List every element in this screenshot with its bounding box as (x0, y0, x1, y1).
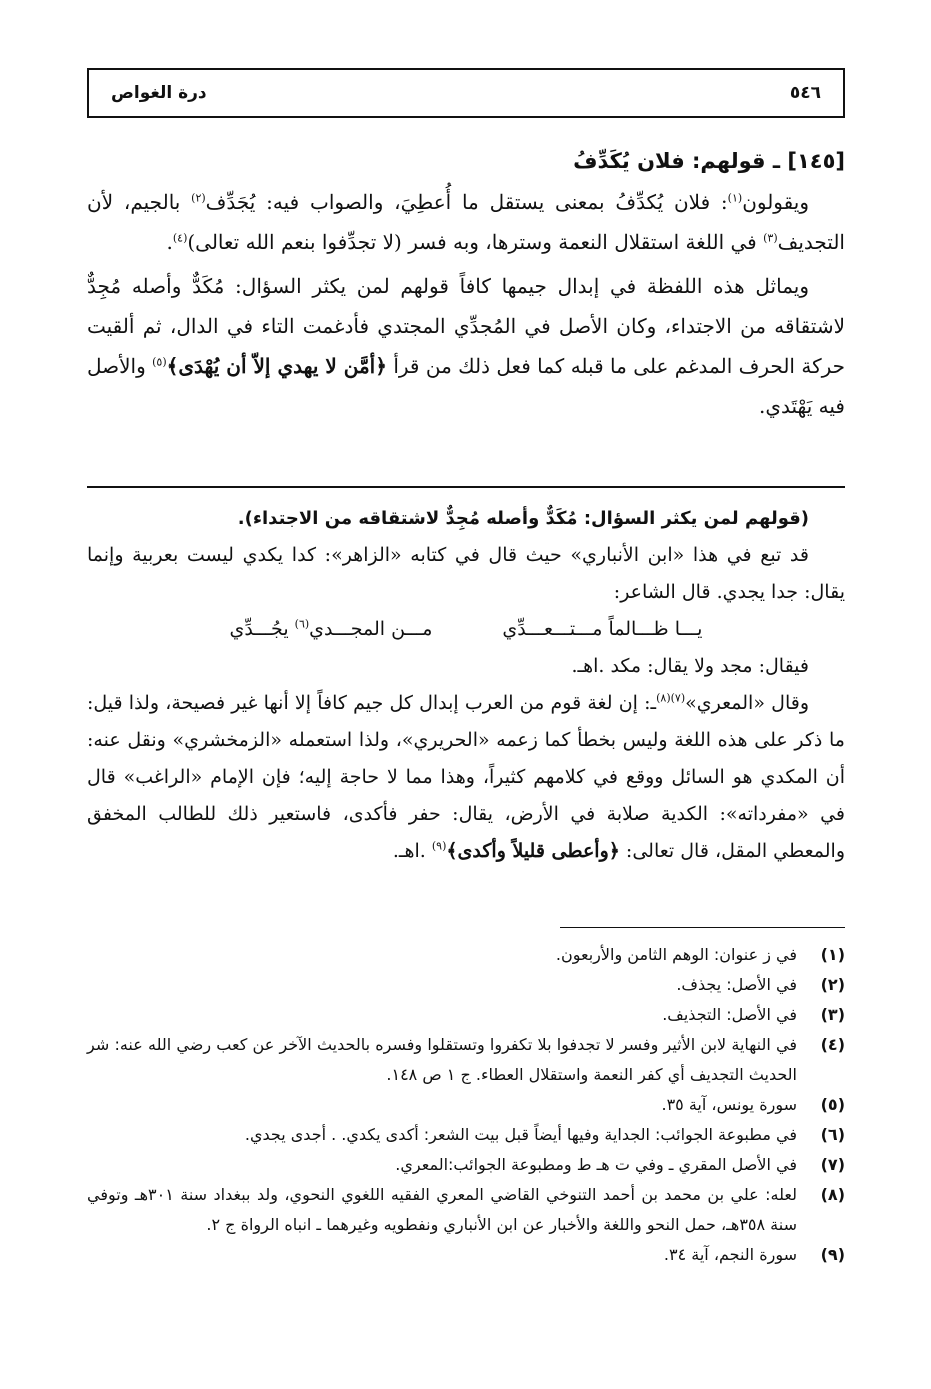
paragraph-1 (87, 182, 845, 262)
p1-text-b: : فلان يُكدِّفُ بمعنى يستقل ما أُعطِيَ، والصواب فيه: يُجَدِّف (205, 190, 728, 214)
separator-rule (87, 486, 845, 488)
footnote-ref: (٦) (294, 617, 310, 631)
commentary-paragraph-1: قد تبع في هذا «ابن الأنباري» حيث قال في كتابه «الزاهر»: كدا يكدي ليست بعربية وإنما يقال: جدا يجدي. قال الشاعر: (87, 544, 845, 603)
p3-text-a: وقال «المعري» (685, 692, 809, 714)
p3-text-b: ـ: إن لغة قوم من العرب إبدال كل جيم كافاً إلا أنها غير فصيحة، ولذا قيل: ما ذكر على هذه اللغة وليس بخطأ كما زعمه «الحريري»، ولذا استعمله «الزمخشري» ونقل عنه: أن المكدي هو السائل ووقع في كلامهم كثيراً، وهذا مما لا حاجة إليه؛ فإن الإمام «الراغب» قال في «مفرداته»: الكدية صلابة في الأرض، يقال: حفر فأكدى، فاستعير ذلك للطالب المخفق والمعطي المقل، قال تعالى: (87, 692, 845, 862)
footnote-number: (٢) (820, 975, 845, 994)
footnote-text: في النهاية لابن الأثير وفسر لا تجدفوا بلا تكفروا وتستقلوا وفسره بالحديث الآخر عن كعب رضي الله عنه: شر الحديث التجديف أي كفر النعمة واستقلال العطاء. ج ١ ص ١٤٨. (87, 1035, 797, 1084)
footnote-ref: (٥) (152, 355, 167, 369)
p2-text-b: والأصل فيه يَهْتَدي. (87, 354, 845, 418)
footnote-number: (٩) (820, 1245, 845, 1264)
footnote-number: (٨) (820, 1185, 845, 1204)
footnote (87, 1150, 845, 1180)
p1-text-c: بالجيم، لأن التجديف (87, 190, 845, 254)
main-text (87, 140, 845, 426)
footnote (87, 1180, 845, 1240)
footnote-text: سورة النجم، آية ٣٤. (663, 1245, 797, 1264)
footnote-number: (٦) (820, 1125, 845, 1144)
footnotes (87, 940, 845, 1270)
quran-quote: ﴿أمَّن لا يهدي إلاّ أن يُهْدَى﴾ (166, 354, 387, 378)
p2-text-a: ويماثل هذه اللفظة في إبدال جيمها كافاً قولهم لمن يكثر السؤال: مُكَدٌّ وأصله مُجِدٌّ لاشتقاقه من الاجتداء، وكان الأصل في المُجدِّي المجتدي فأدغمت التاء في الدال، ثم ألقيت حركة الحرف المدغم على ما قبله كما فعل ذلك من قرأ (87, 274, 845, 378)
commentary-block (87, 500, 845, 870)
p1-text-a: ويقولون (742, 190, 809, 214)
footnote-text: لعله: علي بن محمد بن أحمد التنوخي القاضي المعري الفقيه اللغوي النحوي، ولد ببغداد سنة ٣٠١هـ وتوفي سنة ٣٥٨هـ، حمل النحو واللغة والأخبار عن ابن الأنباري ونفطويه وغيرهما ـ انباه الرواة ج ٢. (87, 1185, 797, 1234)
section-title: [١٤٥] ـ قولهم: فلان يُكَدِّفُ (573, 149, 845, 173)
verse-left-a: مـــن المجـــدي (309, 618, 433, 640)
footnote-text: سورة يونس، آية ٣٥. (661, 1095, 797, 1114)
footnote-ref: (٧)(٨) (656, 691, 686, 705)
footnote-separator (560, 927, 845, 928)
p1-text-e: . (166, 230, 173, 254)
quran-quote: ﴿وأعطى قليلاً وأكدى﴾ (446, 840, 620, 862)
footnote (87, 1000, 845, 1030)
footnote-number: (٣) (820, 1005, 845, 1024)
footnote-ref: (١) (727, 191, 743, 205)
footnote-ref: (٩) (431, 839, 447, 853)
p1-text-d: في اللغة استقلال النعمة وسترها، وبه فسر (لا تجدِّفوا بنعم الله تعالى) (187, 230, 764, 254)
footnote-text: في مطبوعة الجوائب: الجداية وفيها أيضاً قبل بيت الشعر: أكدى يكدي. . أجدى يجدي. (244, 1125, 797, 1144)
book-title: درة الغواص (111, 83, 207, 103)
running-header (87, 68, 845, 118)
footnote-text: في الأصل: يجذف. (676, 975, 797, 994)
commentary-paragraph-3 (87, 685, 845, 870)
verse-first-hemistich: يـــا ظـــالماً مـــتـــعـــدِّي (502, 618, 703, 640)
footnote (87, 1090, 845, 1120)
page-number: ٥٤٦ (789, 83, 821, 103)
footnote-ref: (٢) (191, 191, 206, 205)
footnote-ref: (٣) (763, 231, 778, 245)
footnote-text: في الأصل: التجذيف. (662, 1005, 797, 1024)
footnote-number: (٧) (820, 1155, 845, 1174)
footnote-number: (٤) (820, 1035, 845, 1054)
footnote (87, 940, 845, 970)
footnote (87, 970, 845, 1000)
footnote-number: (١) (820, 945, 845, 964)
footnote-ref: (٤) (172, 231, 188, 245)
footnote (87, 1240, 845, 1270)
footnote-text: في ز عنوان: الوهم الثامن والأربعون. (555, 945, 797, 964)
poetry-verse (87, 611, 845, 648)
footnote (87, 1030, 845, 1090)
footnote-number: (٥) (820, 1095, 845, 1114)
paragraph-2 (87, 266, 845, 426)
verse-second-hemistich (230, 611, 433, 648)
commentary-paragraph-2: فيقال: مجد ولا يقال: مكد .اهـ. (571, 655, 809, 677)
footnote (87, 1120, 845, 1150)
commentary-heading: (قولهم لمن يكثر السؤال: مُكَدٌّ وأصله مُجِدٌّ لاشتقاقه من الاجتداء). (237, 508, 809, 529)
verse-left-b: يجُـــدِّي (229, 618, 295, 640)
footnote-text: في الأصل المقري ـ وفي ت هـ ط ومطبوعة الجوائب:المعري. (395, 1155, 797, 1174)
p3-text-c: .اهـ. (392, 840, 432, 862)
